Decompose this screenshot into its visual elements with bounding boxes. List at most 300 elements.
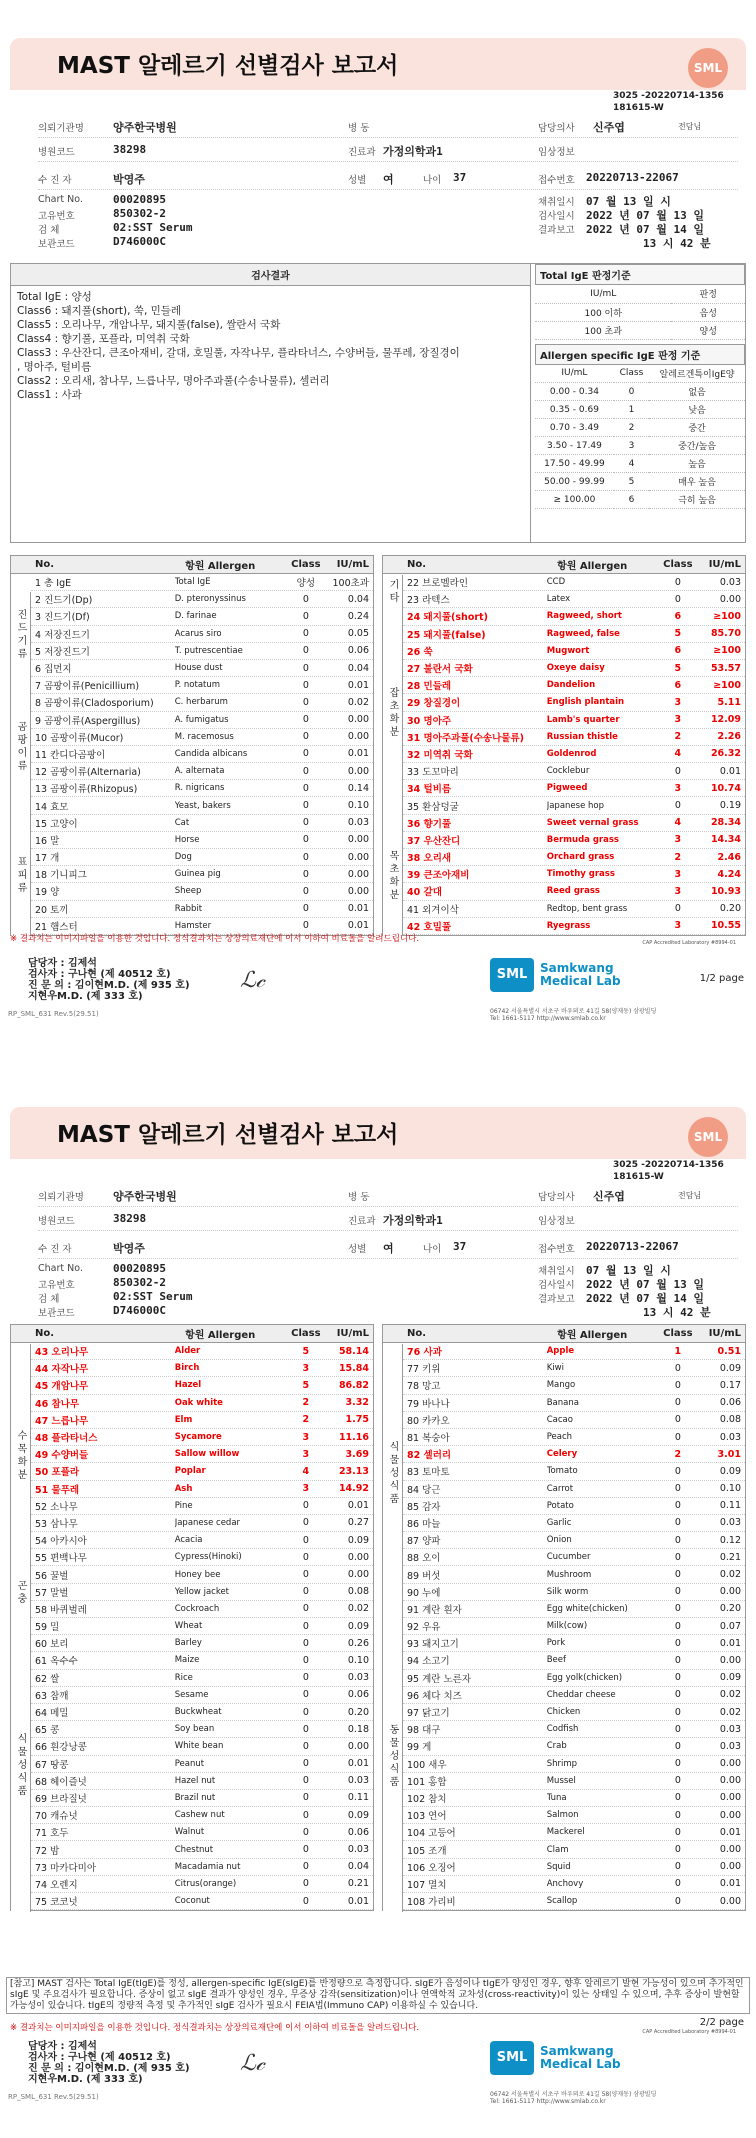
allergen-class: 2 [302,1397,310,1409]
allergen-class: 0 [674,1500,681,1512]
allergen-value: 0.08 [347,1586,369,1598]
allergen-row [31,746,373,763]
patient-detail: Chart No. 00020895 고유번호 850302-2 검 체 02:SST Serum 보관코드 D746000C 채취일시 07 월 13 일 시 검사일시 2022 년 07 월 13 일 결과보고 2022 년 07 월 14 일 13 시 42 분 [38,193,711,250]
allergen-name: 44 자작나무 [35,1364,89,1376]
allergen-row [403,1756,745,1773]
allergen-latin: Peanut [174,1758,205,1769]
allergen-row [403,797,745,814]
allergen-row [31,832,373,849]
allergen-row [403,1412,745,1429]
allergen-class: 6 [674,679,682,691]
allergen-value: ≥100 [713,610,741,622]
allergen-latin: Bermuda grass [546,834,619,845]
allergen-latin: Pigweed [546,783,588,794]
allergen-name: 36 향기풀 [407,818,452,830]
allergen-row [31,1343,373,1360]
criteria-cell: 음성 [671,303,745,321]
allergen-value: 100초과 [332,578,369,590]
allergen-name: 8 곰팡이류(Cladosporium) [35,698,154,710]
allergen-class: 0 [302,1740,309,1752]
allergen-row [31,1773,373,1790]
allergen-value: 0.00 [347,731,369,743]
allergen-latin: Brazil nut [174,1792,216,1803]
report-codes: 3025 -20220714-1356 181615-W [613,91,724,113]
allergen-class: 3 [674,834,682,846]
criteria-row [535,455,745,473]
allergen-value: 0.26 [347,1637,369,1649]
allergen-latin: Apple [546,1346,575,1357]
allergen-value: 0.01 [719,765,741,777]
allergen-class: 3 [674,920,682,932]
allergen-row [403,1687,745,1704]
allergen-name: 93 돼지고기 [407,1639,459,1651]
allergen-value: 0.00 [719,1775,741,1787]
sml-logo: SML [688,48,728,88]
allergen-name: 78 망고 [407,1381,441,1393]
allergen-class: 3 [302,1448,310,1460]
allergen-value: 0.02 [719,1706,741,1718]
allergen-class: 0 [674,1878,681,1890]
allergen-class: 0 [302,1672,309,1684]
criteria-cell: 17.50 - 49.99 [535,455,614,473]
code-value: 38298 [113,143,147,156]
allergen-class: 0 [674,1517,681,1529]
allergen-value: 0.11 [719,1500,741,1512]
allergen-row [403,1652,745,1669]
allergen-row [31,1704,373,1721]
allergen-name: 16 말 [35,835,60,847]
allergen-latin: Acarus siro [174,628,222,639]
hospital-value: 양주한국병원 [113,121,177,134]
sml-brand: SML Samkwang Medical Lab [490,958,621,992]
allergen-row [403,832,745,849]
allergen-name: 42 호밀풀 [407,921,452,933]
allergen-latin: Silk worm [546,1586,589,1597]
allergen-class: 2 [674,851,682,863]
specific-ige-criteria-table [535,365,745,510]
allergen-row [403,1566,745,1583]
allergen-value: 0.05 [347,628,369,640]
allergen-latin: Kiwi [546,1363,564,1374]
allergen-latin: Sycamore [174,1432,222,1443]
receipt-value: 20220713-22067 [586,171,679,184]
col-no: No. [35,559,55,570]
allergen-class: 0 [674,1775,681,1787]
report-header [10,1107,746,1159]
allergen-value: 28.34 [710,817,741,829]
allergen-name: 53 삼나무 [35,1518,78,1530]
criteria-cell: 4 [614,455,649,473]
allergen-value: 0.11 [347,1792,369,1804]
table-header [11,556,373,574]
allergen-latin: Beef [546,1655,567,1666]
group-label: 곰팡이류 [11,678,31,816]
allergen-value: 0.03 [347,1775,369,1787]
allergen-class: 0 [302,1723,309,1735]
criteria-cell: 없음 [649,383,745,401]
allergen-row [31,1670,373,1687]
allergen-name: 4 저장진드기 [35,629,90,641]
allergen-value: 0.20 [719,1603,741,1615]
allergen-value: 0.00 [347,1740,369,1752]
allergen-name: 12 곰팡이류(Alternaria) [35,767,141,779]
allergen-name: 88 오이 [407,1553,441,1565]
allergen-row [403,1841,745,1858]
allergen-class: 0 [674,1414,681,1426]
allergen-class: 0 [302,1809,309,1821]
criteria-row [535,401,745,419]
allergen-value: 0.06 [719,1397,741,1409]
allergen-value: 26.32 [710,748,741,760]
criteria-cell: 0.00 - 0.34 [535,383,614,401]
criteria-head: Class [614,365,649,383]
allergen-value: 0.09 [719,1672,741,1684]
allergen-row [31,677,373,694]
allergen-row [31,815,373,832]
allergen-value: 86.82 [338,1379,369,1391]
allergen-row [31,763,373,780]
allergen-name: 60 보리 [35,1639,69,1651]
allergen-name: 63 참깨 [35,1690,69,1702]
allergen-class: 4 [674,748,682,760]
allergen-row [403,608,745,625]
allergen-name: 31 명아주과풀(수송나물류) [407,732,524,744]
sex-label: 성별 [348,175,367,186]
allergen-name: 84 당근 [407,1484,441,1496]
allergen-row [403,901,745,918]
allergen-name: 103 연어 [407,1811,447,1823]
allergen-value: 0.21 [719,1551,741,1563]
allergen-row [31,797,373,814]
allergen-name: 96 체다 치즈 [407,1690,462,1702]
criteria-row [535,383,745,401]
result-line: Total IgE : 양성 [17,291,92,303]
allergen-value: 0.00 [347,834,369,846]
allergen-class: 0 [674,1723,681,1735]
allergen-value: 3.01 [717,1448,741,1460]
allergen-latin: Mango [546,1380,576,1391]
allergen-row [31,712,373,729]
allergen-latin: Chestnut [174,1844,214,1855]
allergen-row [403,1532,745,1549]
allergen-row [31,1721,373,1738]
report-header [10,38,746,90]
rows [31,1343,373,1910]
result-line: Class6 : 돼지풀(short), 쑥, 민들레 [17,305,182,317]
allergen-latin: Clam [546,1844,569,1855]
allergen-name: 34 털비름 [407,784,452,796]
table-header [383,556,745,574]
allergen-row [31,780,373,797]
allergen-row [31,694,373,711]
allergen-value: 0.21 [347,1878,369,1890]
allergen-latin: R. nigricans [174,783,225,794]
allergen-name: 89 버섯 [407,1570,441,1582]
allergen-name: 82 셀러리 [407,1450,452,1462]
allergen-class: 0 [302,903,309,915]
allergen-name: 45 개암나무 [35,1381,89,1393]
rows [31,574,373,935]
allergen-value: 0.03 [719,1517,741,1529]
allergen-row [403,1377,745,1394]
allergen-latin: Mackerel [546,1827,585,1838]
doctor-note: 전담님 [678,122,702,131]
allergen-latin: A. alternata [174,766,225,777]
allergen-class: 0 [302,1586,309,1598]
allergen-class: 0 [674,1397,681,1409]
allergen-name: 5 저장진드기 [35,646,90,658]
allergen-row [31,574,373,591]
allergen-row [31,1893,373,1910]
allergen-name: 10 곰팡이류(Mucor) [35,732,124,744]
total-ige-criteria-title: Total IgE 판정기준 [535,264,745,285]
allergen-name: 38 오리새 [407,853,452,865]
age-value: 37 [453,171,467,184]
criteria-head: IU/mL [535,285,671,303]
allergen-row [403,1670,745,1687]
allergen-latin: Wheat [174,1621,203,1632]
allergen-class: 0 [302,920,309,932]
allergen-latin: Onion [546,1535,572,1546]
allergen-name: 106 오징어 [407,1862,456,1874]
allergen-class: 0 [302,1792,309,1804]
allergen-latin: Timothy grass [546,869,615,880]
patient-label: 수 진 자 [38,175,72,186]
allergen-name: 65 콩 [35,1725,60,1737]
allergen-row [403,729,745,746]
allergen-class: 0 [302,834,309,846]
allergen-latin: English plantain [546,697,625,708]
allergen-row [31,1429,373,1446]
total-ige-criteria-table [535,285,745,340]
allergen-name: 81 복숭아 [407,1433,450,1445]
signature-image: ℒ𝒸 [240,2051,265,2076]
allergen-name: 33 도꼬마리 [407,767,459,779]
allergen-latin: Codfish [546,1724,579,1735]
allergen-class: 0 [302,662,309,674]
allergen-latin: Salmon [546,1810,579,1821]
allergen-class: 0 [674,1569,681,1581]
allergen-class: 0 [674,1809,681,1821]
table-header [383,1325,745,1343]
criteria-cell: 5 [614,473,649,491]
allergen-name: 6 집먼지 [35,664,72,676]
allergen-class: 3 [674,782,682,794]
criteria-cell: 1 [614,401,649,419]
criteria-cell: ≥ 100.00 [535,491,614,509]
allergen-row [403,1549,745,1566]
allergen-row [403,1395,745,1412]
allergen-row [403,1343,745,1360]
allergen-latin: Japanese cedar [174,1517,241,1528]
allergen-name: 15 고양이 [35,818,78,830]
allergen-row [31,1532,373,1549]
report-title: MAST 알레르기 선별검사 보고서 [57,1122,399,1148]
allergen-latin: Mugwort [546,645,590,656]
patient-value: 박영주 [113,173,145,186]
col-allergen: 항원 Allergen [557,1330,628,1341]
allergen-class: 5 [302,1379,310,1391]
col-iu: IU/mL [336,1328,369,1339]
table-header [11,1325,373,1343]
allergen-latin: House dust [174,663,223,674]
code-label: 병원코드 [38,147,75,158]
criteria-cell: 6 [614,491,649,509]
group-label: 목초화분 [383,816,403,936]
allergen-name: 67 땅콩 [35,1759,69,1771]
allergen-row [31,1790,373,1807]
allergen-class: 0 [674,593,681,605]
allergen-name: 74 오렌지 [35,1879,78,1891]
allergen-name: 39 큰조아재비 [407,870,470,882]
allergen-value: 0.09 [719,1465,741,1477]
allergen-latin: Reed grass [546,886,600,897]
allergen-name: 69 브라질넛 [35,1793,87,1805]
allergen-class: 0 [302,1826,309,1838]
allergen-latin: Russian thistle [546,731,618,742]
allergen-row [403,1498,745,1515]
allergen-class: 0 [302,628,309,640]
allergen-latin: Cacao [546,1414,573,1425]
allergen-latin: D. pteronyssinus [174,594,246,605]
allergen-name: 7 곰팡이류(Penicillium) [35,681,140,693]
allergen-name: 77 키위 [407,1364,441,1376]
allergen-class: 0 [674,1740,681,1752]
allergen-value: 0.06 [347,1689,369,1701]
allergen-value: 0.18 [347,1723,369,1735]
allergen-name: 56 꿀벌 [35,1570,69,1582]
allergen-value: 0.02 [347,1603,369,1615]
allergen-latin: Hazel nut [174,1775,216,1786]
criteria-cell: 50.00 - 99.99 [535,473,614,491]
allergen-latin: Buckwheat [174,1707,222,1718]
allergen-latin: Egg yolk(chicken) [546,1672,623,1683]
signature-image: ℒ𝒸 [240,968,265,993]
criteria-cell: 0 [614,383,649,401]
allergen-row [31,643,373,660]
allergen-class: 0 [302,1500,309,1512]
allergen-latin: White bean [174,1741,224,1752]
allergen-row [31,1463,373,1480]
criteria-row [535,419,745,437]
allergen-class: 0 [302,1620,309,1632]
allergen-latin: Poplar [174,1466,206,1477]
allergen-name: 21 햄스터 [35,921,78,933]
allergen-latin: Acacia [174,1535,203,1546]
allergen-latin: Guinea pig [174,869,221,880]
allergen-class: 6 [674,645,682,657]
sml-logo: SML [688,1117,728,1157]
allergen-name: 94 소고기 [407,1656,450,1668]
allergen-name: 61 옥수수 [35,1656,78,1668]
allergen-class: 1 [674,1345,682,1357]
allergen-row [31,1412,373,1429]
allergen-value: 10.74 [710,782,741,794]
allergen-latin: Macadamia nut [174,1861,241,1872]
allergen-class: 0 [302,868,309,880]
allergen-row [31,849,373,866]
allergen-value: 0.01 [347,1758,369,1770]
criteria-cell: 극히 높음 [649,491,745,509]
allergen-value: 0.24 [347,610,369,622]
allergen-value: 0.14 [347,782,369,794]
allergen-latin: Hamster [174,920,212,931]
allergen-name: 68 헤이즐넛 [35,1776,87,1788]
allergen-latin: Alder [174,1346,201,1357]
allergen-row [31,901,373,918]
allergen-class: 0 [674,1586,681,1598]
allergen-value: 0.01 [347,679,369,691]
allergen-latin: Rabbit [174,903,203,914]
hospital-label: 의뢰기관명 [38,123,84,134]
criteria-row [535,473,745,491]
allergen-class: 0 [674,1483,681,1495]
allergen-class: 4 [302,1465,310,1477]
allergen-row [31,1360,373,1377]
criteria-head: 알레르겐특이IgE양 [649,365,745,383]
allergen-name: 58 바퀴벌레 [35,1604,87,1616]
page-indicator: 2/2 page [699,2017,744,2028]
allergen-row [31,1601,373,1618]
allergen-row [403,1893,745,1910]
criteria-cell: 100 이하 [535,303,671,321]
allergen-value: 0.10 [719,1483,741,1495]
criteria-row [535,321,745,339]
allergen-latin: Citrus(orange) [174,1878,237,1889]
allergen-latin: Ragweed, false [546,628,620,639]
allergen-row [31,883,373,900]
allergen-name: 26 쑥 [407,646,433,658]
allergen-row [31,1584,373,1601]
sex-value: 여 [383,173,394,186]
allergen-row [31,1618,373,1635]
form-code: RP_SML_631 Rev.5(29.51) [8,1010,99,1018]
allergen-row [31,1498,373,1515]
allergen-name: 27 불란서 국화 [407,664,473,676]
allergen-class: 2 [674,1448,682,1460]
allergen-name: 91 계란 흰자 [407,1604,462,1616]
allergen-latin: Potato [546,1500,574,1511]
allergen-name: 83 토마토 [407,1467,450,1479]
allergen-class: 0 [302,1603,309,1615]
allergen-value: 0.20 [719,903,741,915]
results-section [10,263,746,543]
allergen-class: 0 [302,1878,309,1890]
allergen-class: 0 [302,885,309,897]
allergen-row [403,780,745,797]
allergen-row [403,1618,745,1635]
allergen-class: 0 [674,1826,681,1838]
allergen-latin: CCD [546,577,566,588]
allergen-class: 0 [674,576,681,588]
allergen-name: 95 계란 노른자 [407,1673,472,1685]
allergen-name: 18 기니피그 [35,870,87,882]
allergen-row [31,1395,373,1412]
col-no: No. [407,1328,427,1339]
allergen-class: 0 [674,1895,681,1907]
allergen-value: 15.84 [338,1362,369,1374]
allergen-value: 58.14 [338,1345,369,1357]
allergen-value: 0.01 [347,1500,369,1512]
allergen-value: 0.00 [719,1895,741,1907]
allergen-value: 1.75 [345,1414,369,1426]
allergen-latin: Yellow jacket [174,1586,230,1597]
allergen-row [403,1824,745,1841]
allergen-value: 11.16 [338,1431,369,1443]
result-line: , 명아주, 털비름 [17,361,92,373]
allergen-value: 0.00 [347,1569,369,1581]
allergen-value: 0.00 [719,1809,741,1821]
